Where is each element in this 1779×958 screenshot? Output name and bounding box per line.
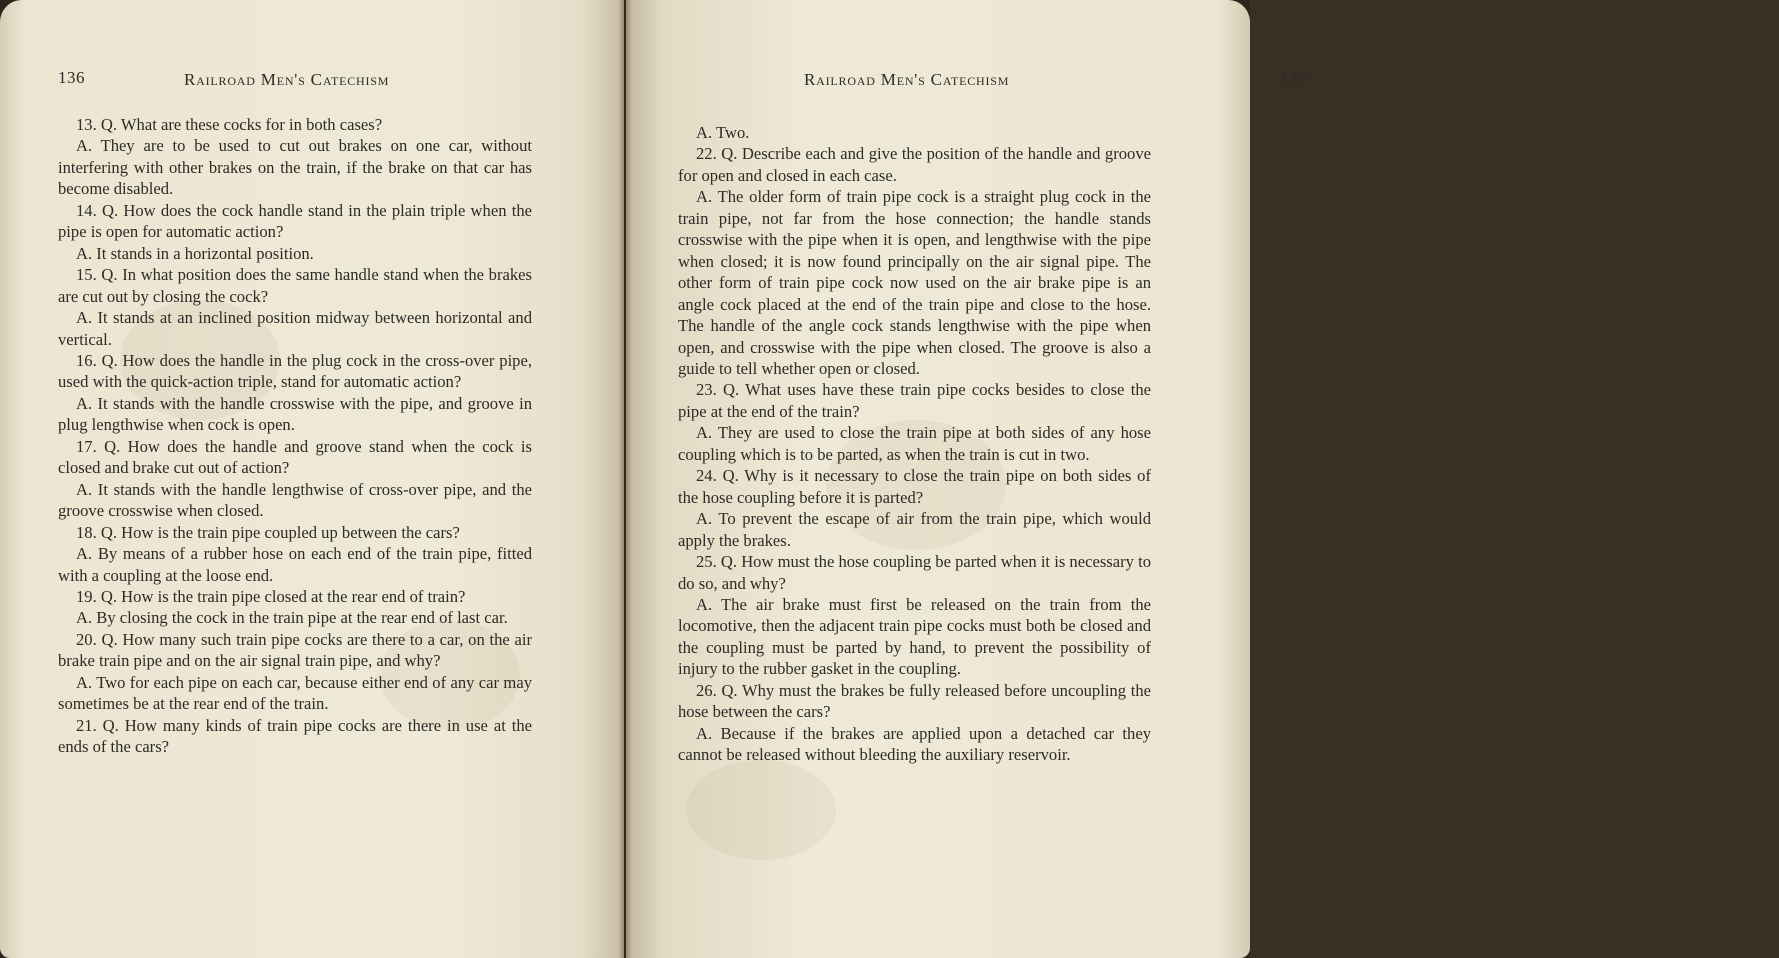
paragraph: A. By means of a rubber hose on each end of the train pipe, fitted with a coupling at the loose end. xyxy=(58,544,532,585)
paragraph: 21. Q. How many kinds of train pipe cocks are there in use at the ends of the cars? xyxy=(58,715,532,757)
right-page-text xyxy=(678,122,1151,766)
paragraph: 23. Q. What uses have these train pipe cocks besides to close the pipe at the end of the train? xyxy=(678,380,1151,421)
paragraph: 14. Q. How does the cock handle stand in the plain triple when the pipe is open for automatic action? xyxy=(58,200,532,242)
left-page xyxy=(0,0,624,958)
book-gutter xyxy=(618,0,632,958)
paragraph: 20. Q. How many such train pipe cocks are there to a car, on the air brake train pipe and on the air signal train pipe, and why? xyxy=(58,629,532,671)
paragraph: 13. Q. What are these cocks for in both cases? xyxy=(76,115,383,134)
left-page-header xyxy=(58,68,533,92)
paragraph: 19. Q. How is the train pipe closed at the rear end of train? xyxy=(76,586,466,606)
paragraph: A. It stands with the handle lengthwise of cross-over pipe, and the groove crosswise when closed. xyxy=(58,479,532,521)
paragraph: A. Two. xyxy=(696,123,750,142)
paragraph: 16. Q. How does the handle in the plug cock in the cross-over pipe, used with the quick-action triple, stand for automatic action? xyxy=(58,350,532,392)
paragraph: 18. Q. How is the train pipe coupled up between the cars? xyxy=(76,522,460,542)
paragraph: 24. Q. Why is it necessary to close the train pipe on both sides of the hose coupling before it is parted? xyxy=(678,466,1151,507)
left-page-number: 136 xyxy=(58,68,85,87)
right-page-number: 137 xyxy=(1280,68,1307,87)
paragraph: 26. Q. Why must the brakes be fully released before uncoupling the hose between the cars? xyxy=(678,680,1151,722)
paragraph: A. Two for each pipe on each car, because either end of any car may sometimes be at the rear end of the train. xyxy=(58,672,532,714)
paragraph: 15. Q. In what position does the same handle stand when the brakes are cut out by closing the cock? xyxy=(58,265,532,306)
paragraph: 25. Q. How must the hose coupling be parted when it is necessary to do so, and why? xyxy=(678,552,1151,593)
paragraph: A. To prevent the escape of air from the train pipe, which would apply the brakes. xyxy=(678,509,1151,550)
paragraph: A. Because if the brakes are applied upon a detached car they cannot be released without bleeding the auxiliary reservoir. xyxy=(678,723,1151,765)
paragraph: 17. Q. How does the handle and groove stand when the cock is closed and brake cut out of action? xyxy=(58,436,532,478)
right-page xyxy=(626,0,1307,958)
paragraph: A. It stands with the handle crosswise with the pipe, and groove in plug lengthwise when cock is open. xyxy=(58,393,532,435)
left-page-text xyxy=(58,114,532,758)
paragraph: A. By closing the cock in the train pipe at the rear end of last car. xyxy=(76,608,508,628)
right-page-header xyxy=(804,68,1779,92)
paragraph: A. They are used to close the train pipe at both sides of any hose coupling which is to be parted, as when the train is cut in two. xyxy=(678,423,1151,464)
paragraph: A. They are to be used to cut out brakes on one car, without interfering with other brakes on the train, if the brake on that car has become disabled. xyxy=(58,136,532,199)
right-running-title: Railroad Men's Catechism xyxy=(804,70,1010,89)
paragraph: A. It stands in a horizontal position. xyxy=(76,243,314,263)
paragraph: A. It stands at an inclined position midway between horizontal and vertical. xyxy=(58,308,532,349)
left-running-title: Railroad Men's Catechism xyxy=(184,70,390,89)
paragraph: 22. Q. Describe each and give the position of the handle and groove for open and closed in each case. xyxy=(678,144,1151,185)
paragraph: A. The older form of train pipe cock is a straight plug cock in the train pipe, not far from the hose connection; the handle stands crosswise with the pipe when it is open, and lengthwise with the pipe when closed; it is now found principally on the air signal pipe. The other form of train pipe cock now used on the air brake pipe is an angle cock placed at the end of the train pipe and close to the hose. The handle of the angle cock stands lengthwise with the pipe when open, and crosswise with the pipe when closed. The groove is also a guide to tell whether open or closed. xyxy=(678,187,1151,378)
paragraph: A. The air brake must first be released on the train from the locomotive, then the adjacent train pipe cocks must both be closed and the coupling must be parted by hand, to prevent the possibility of injury to the rubber gasket in the coupling. xyxy=(678,594,1151,679)
